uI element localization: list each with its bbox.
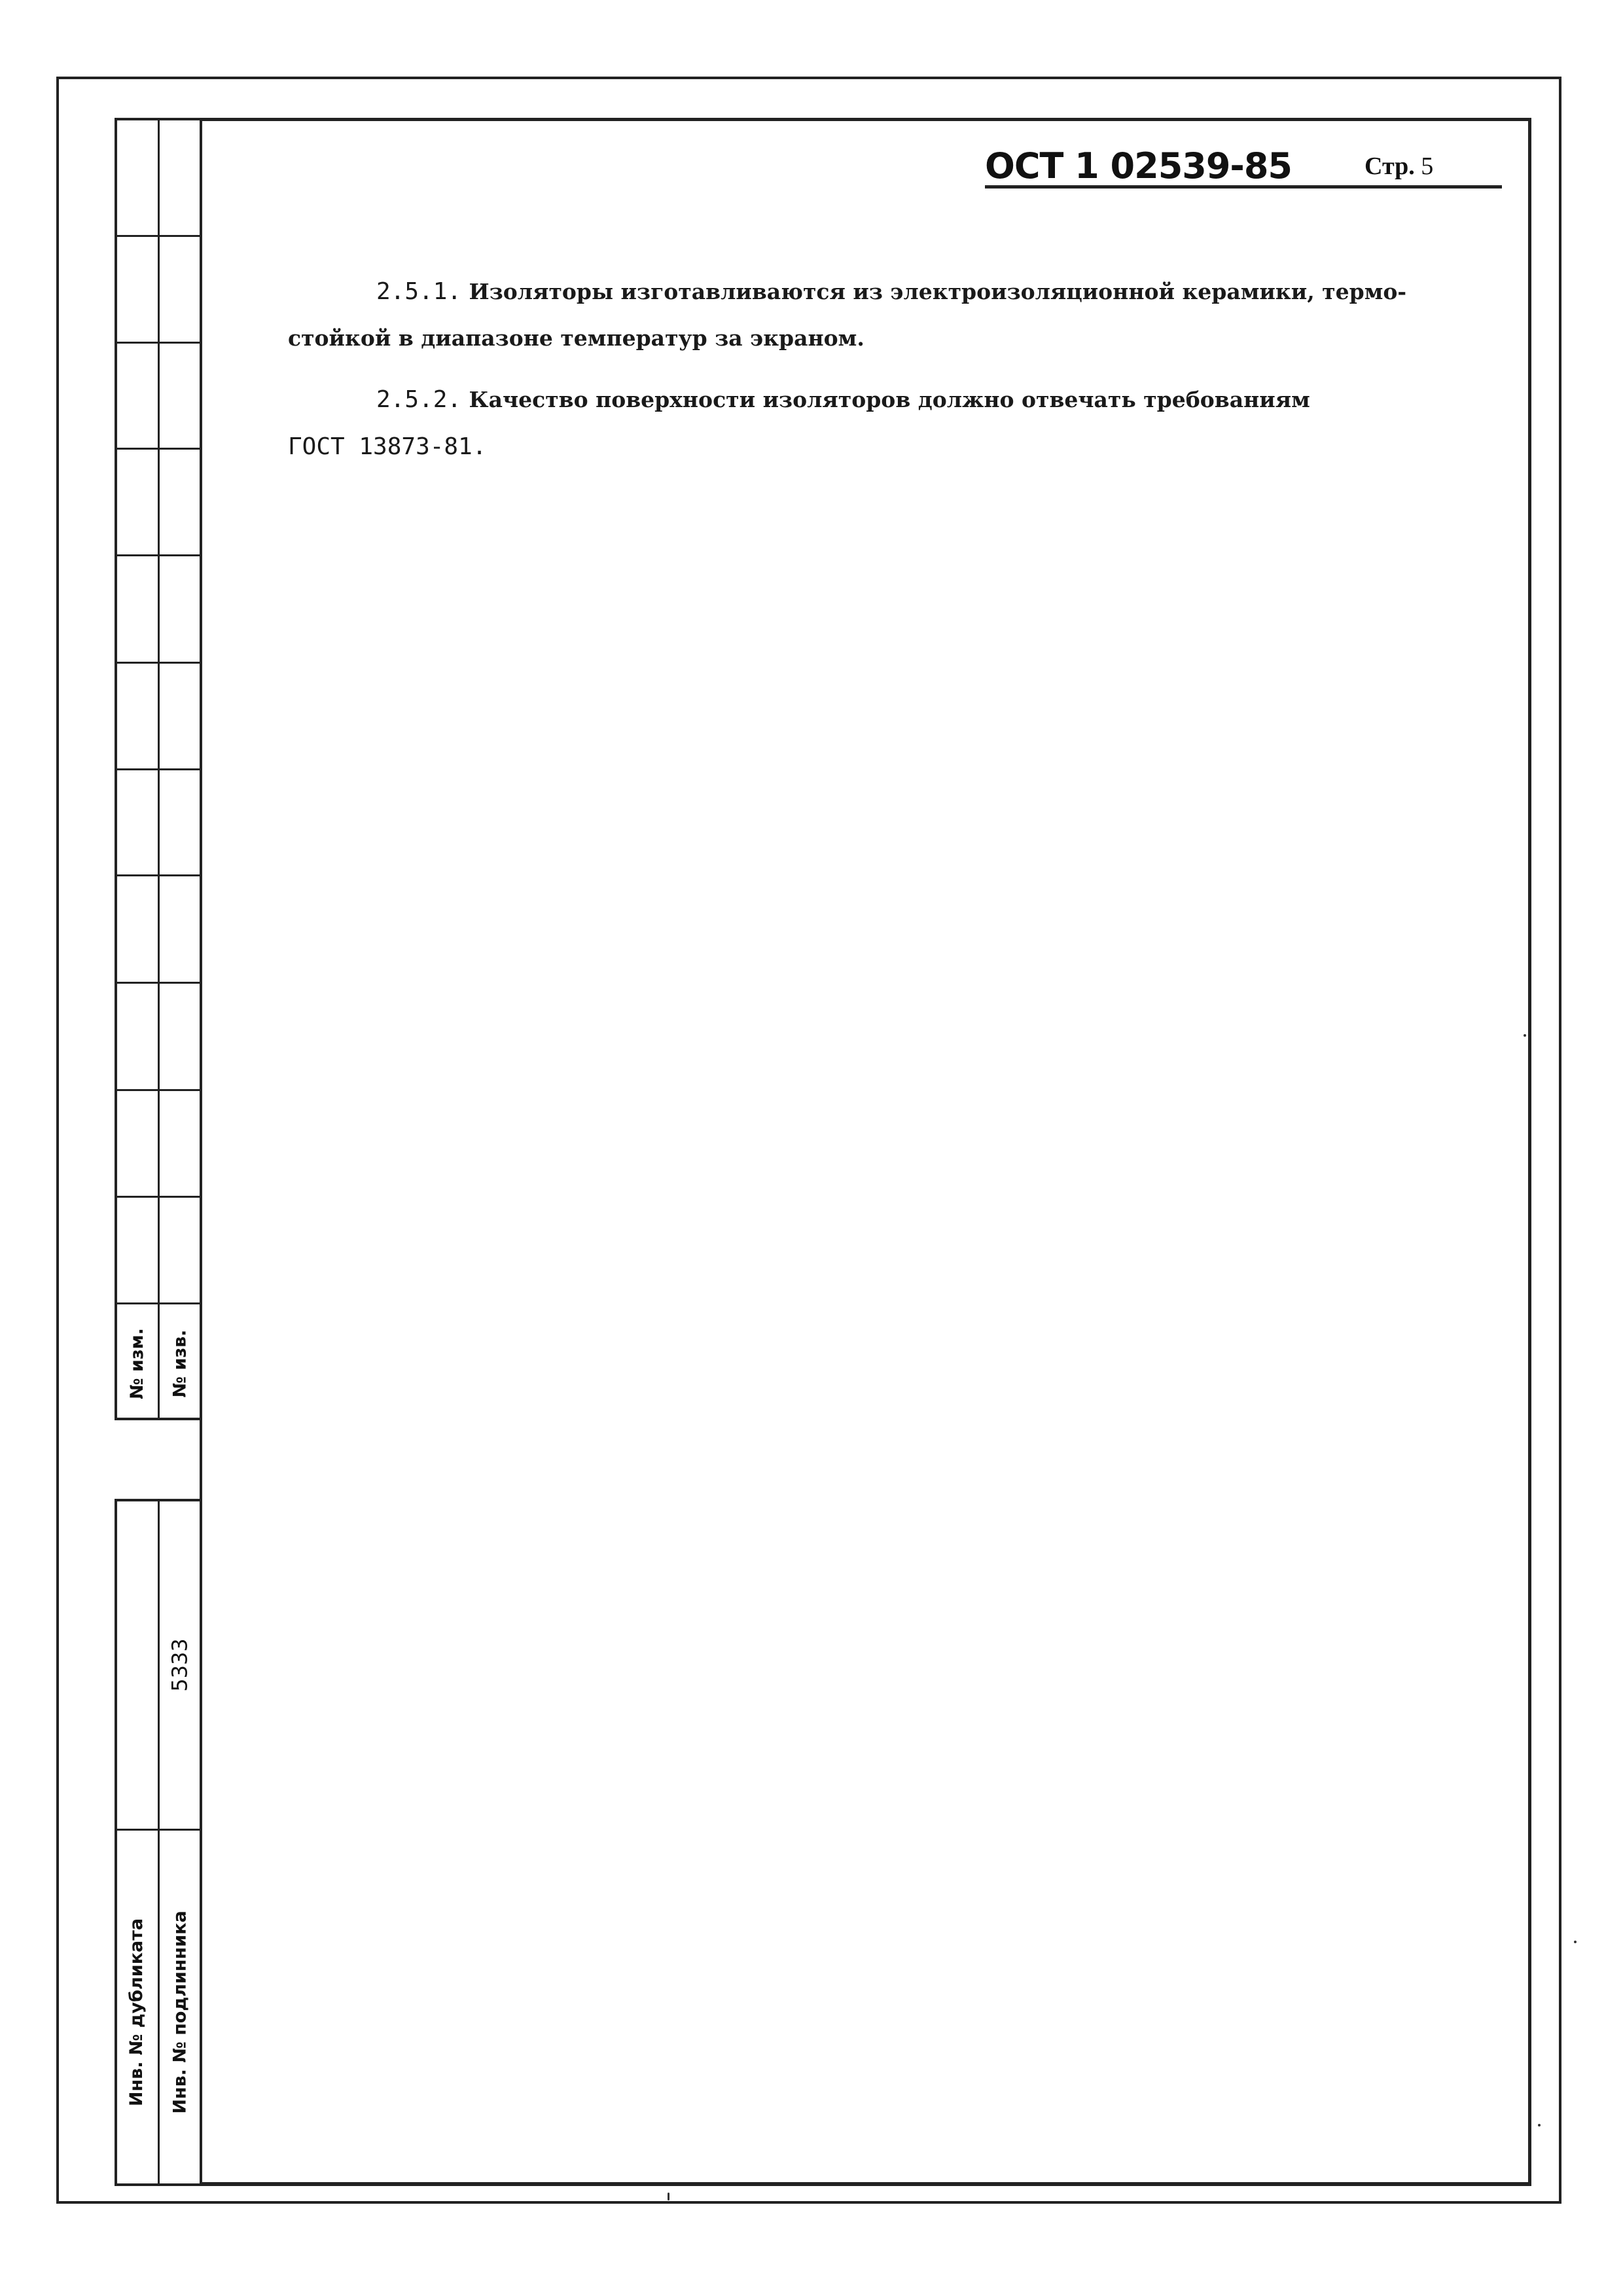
paragraph-number: 2.5.2. bbox=[376, 386, 462, 413]
paragraph-text: стойкой в диапазоне температур за экраном. bbox=[288, 325, 865, 351]
paragraph-number: 2.5.1. bbox=[376, 278, 462, 305]
page-label: Стр. bbox=[1364, 152, 1415, 180]
scan-speck bbox=[1524, 1034, 1526, 1037]
paragraph-text: ГОСТ 13873-81. bbox=[288, 433, 487, 460]
notice-number-label: № изв. bbox=[169, 1329, 190, 1397]
page-number bbox=[1364, 152, 1433, 181]
paragraph-2-5-2-line-1 bbox=[376, 386, 1310, 413]
original-inventory-label: Инв. № подлинника bbox=[169, 1910, 190, 2114]
page-number-value: 5 bbox=[1421, 152, 1434, 180]
scan-speck bbox=[1538, 2124, 1541, 2126]
duplicate-inventory-label: Инв. № дубликата bbox=[126, 1918, 147, 2106]
paragraph-2-5-2-line-2 bbox=[288, 433, 486, 460]
revision-table bbox=[115, 118, 202, 1420]
scan-speck bbox=[668, 2193, 669, 2200]
original-inventory-number: 5333 bbox=[168, 1638, 192, 1692]
document-code: ОСТ 1 02539-85 bbox=[985, 145, 1292, 187]
paragraph-2-5-1-line-1 bbox=[376, 278, 1406, 305]
paragraph-text: Качество поверхности изоляторов должно отвечать требованиям bbox=[469, 387, 1310, 412]
page-frame bbox=[200, 118, 1531, 2186]
paragraph-text: Изоляторы изготавливаются из электроизоляционной керамики, термо- bbox=[469, 279, 1407, 304]
change-number-label: № изм. bbox=[126, 1327, 147, 1399]
scan-speck bbox=[1574, 1941, 1577, 1943]
inventory-table bbox=[115, 1499, 202, 2186]
header-underline bbox=[985, 185, 1502, 188]
paragraph-2-5-1-line-2 bbox=[288, 325, 865, 351]
